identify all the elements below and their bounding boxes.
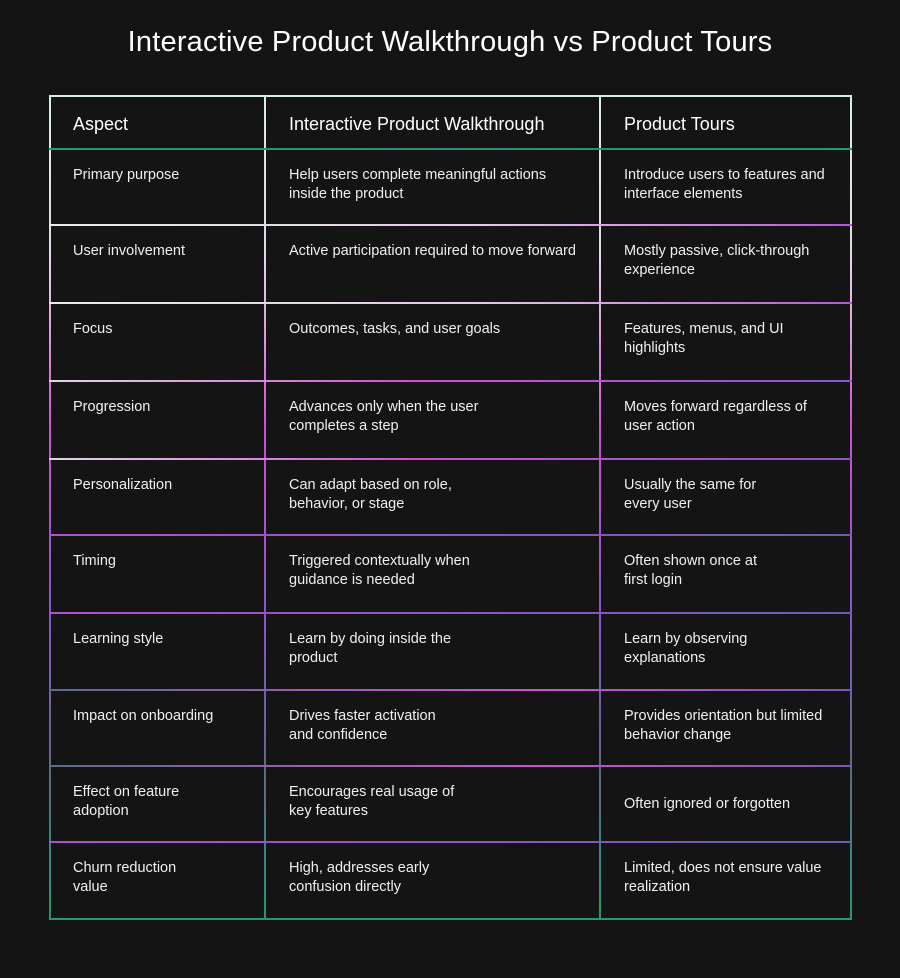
cell-product-tours: Moves forward regardless of user action [624, 399, 807, 434]
table-row [49, 767, 852, 842]
table-header-row [49, 95, 852, 149]
table-row [49, 614, 852, 690]
cell-aspect: Primary purpose [73, 167, 180, 183]
cell-product-tours: Usually the same for every user [624, 477, 757, 512]
header-product-tours: Product Tours [624, 114, 735, 134]
cell-aspect: Progression [73, 399, 151, 415]
cell-aspect: Timing [73, 553, 116, 569]
cell-product-tours: Often shown once at first login [624, 553, 757, 588]
cell-product-tours: Features, menus, and UI highlights [624, 321, 784, 356]
table-row [49, 536, 852, 613]
cell-aspect: Personalization [73, 477, 173, 493]
table-row [49, 382, 852, 459]
page-title: Interactive Product Walkthrough vs Product Tours [127, 26, 773, 58]
cell-walkthrough: Learn by doing inside the product [289, 631, 452, 666]
comparison-table [49, 95, 852, 920]
table-row [49, 226, 852, 303]
cell-aspect: Focus [73, 321, 113, 337]
cell-product-tours: Often ignored or forgotten [624, 796, 791, 812]
table-row [49, 691, 852, 766]
cell-walkthrough: Drives faster activation and confidence [289, 708, 436, 743]
cell-product-tours: Mostly passive, click-through experience [624, 243, 810, 278]
cell-aspect: User involvement [73, 243, 186, 259]
cell-walkthrough: Outcomes, tasks, and user goals [289, 321, 501, 337]
cell-walkthrough: Can adapt based on role, behavior, or stage [289, 477, 452, 512]
cell-walkthrough: Triggered contextually when guidance is needed [289, 553, 470, 588]
cell-product-tours: Provides orientation but limited behavior change [624, 708, 823, 743]
cell-aspect: Impact on onboarding [73, 708, 214, 724]
header-aspect: Aspect [73, 114, 129, 134]
table-row [49, 843, 852, 920]
cell-walkthrough: Active participation required to move forward [289, 243, 576, 259]
cell-product-tours: Introduce users to features and interface elements [624, 167, 825, 202]
cell-aspect: Churn reduction value [73, 860, 177, 895]
cell-walkthrough: High, addresses early confusion directly [289, 860, 430, 895]
header-walkthrough: Interactive Product Walkthrough [289, 114, 545, 134]
cell-walkthrough: Encourages real usage of key features [289, 784, 455, 819]
cell-aspect: Learning style [73, 631, 164, 647]
table-row [49, 304, 852, 381]
cell-walkthrough: Help users complete meaningful actions inside the product [289, 167, 547, 202]
cell-aspect: Effect on feature adoption [73, 784, 180, 819]
table-row [49, 460, 852, 535]
cell-product-tours: Limited, does not ensure value realization [624, 860, 822, 895]
cell-walkthrough: Advances only when the user completes a step [289, 399, 479, 434]
table-row [49, 150, 852, 225]
cell-product-tours: Learn by observing explanations [624, 631, 748, 666]
